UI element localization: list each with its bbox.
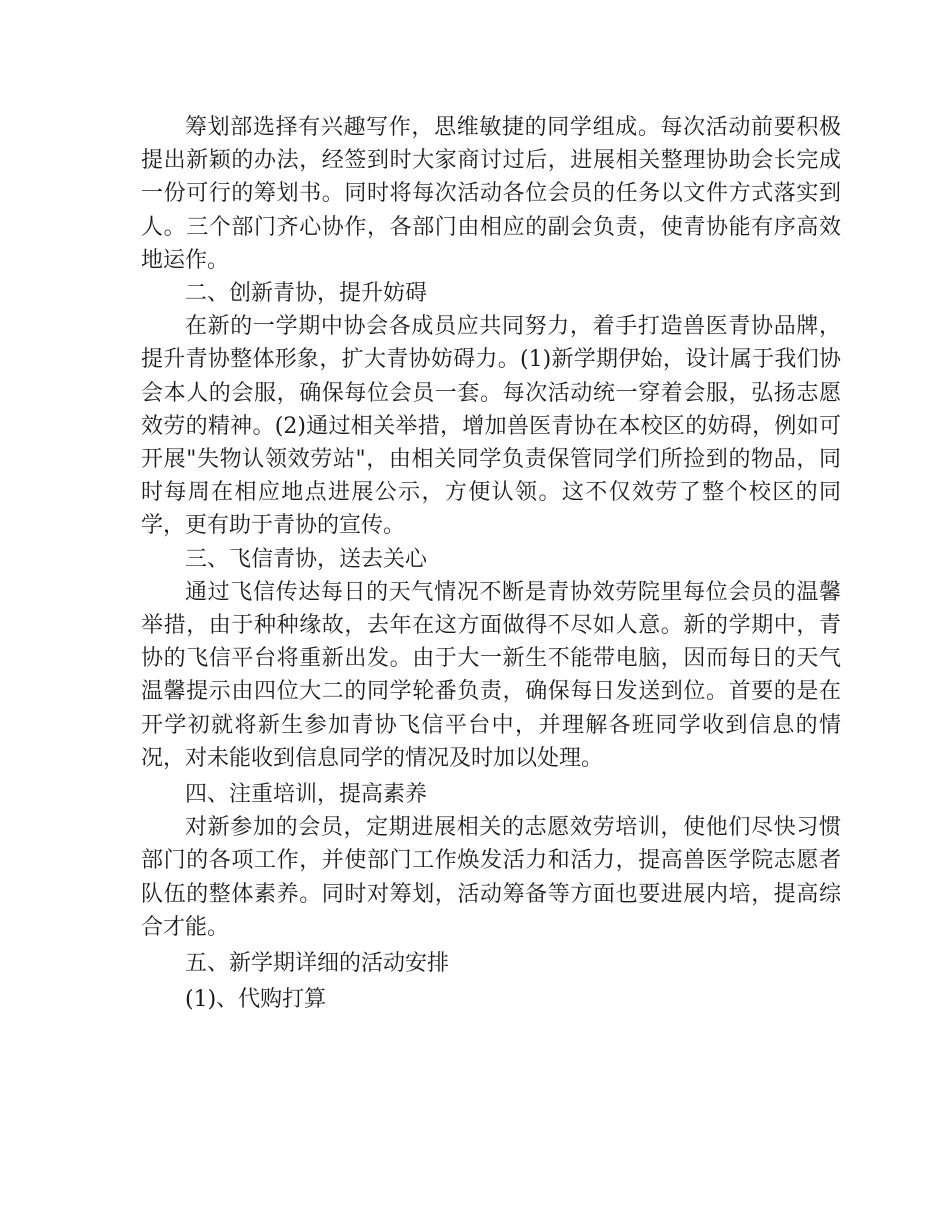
heading-section-4: 四、注重培训，提高素养 [185,782,428,808]
heading-subsection-1: (1)、代购打算 [185,987,327,1013]
heading-section-5: 五、新学期详细的活动安排 [185,951,450,977]
paragraph-section-3: 通过飞信传达每日的天气情况不断是青协效劳院里每位会员的温馨举措，由于种种缘故，去年在这方面做得不尽如人意。新的学期中，青协的飞信平台将重新出发。由于大一新生不能带电脑，因而每日的天气温馨提示由四位大二的同学轮番负责，确保每日发送到位。首要的是在开学初就将新生参加青协飞信平台中，并理解各班同学收到信息的情况，对未能收到信息同学的情况及时加以处理。 [141,579,841,771]
heading-section-2: 二、创新青协，提升妨碍 [185,281,428,307]
paragraph-planning-department: 筹划部选择有兴趣写作，思维敏捷的同学组成。每次活动前要积极提出新颖的办法，经签到时大家商讨过后，进展相关整理协助会长完成一份可行的筹划书。同时将每次活动各位会员的任务以文件方式落实到人。三个部门齐心协作，各部门由相应的副会负责，使青协能有序高效地运作。 [141,115,841,273]
paragraph-section-4: 对新参加的会员，定期进展相关的志愿效劳培训，使他们尽快习惯部门的各项工作，并使部门工作焕发活力和活力，提高兽医学院志愿者队伍的整体素养。同时对筹划，活动筹备等方面也要进展内培，提高综合才能。 [141,815,841,940]
document-page [141,111,841,1016]
heading-section-3: 三、飞信青协，送去关心 [185,546,428,572]
paragraph-section-2: 在新的一学期中协会各成员应共同努力，着手打造兽医青协品牌，提升青协整体形象，扩大青协妨碍力。(1)新学期伊始，设计属于我们协会本人的会服，确保每位会员一套。每次活动统一穿着会服，弘扬志愿效劳的精神。(2)通过相关举措，增加兽医青协在本校区的妨碍，例如可开展"失物认领效劳站"，由相关同学负责保管同学们所捡到的物品，同时每周在相应地点进展公示，方便认领。这不仅效劳了整个校区的同学，更有助于青协的宣传。 [141,314,841,539]
